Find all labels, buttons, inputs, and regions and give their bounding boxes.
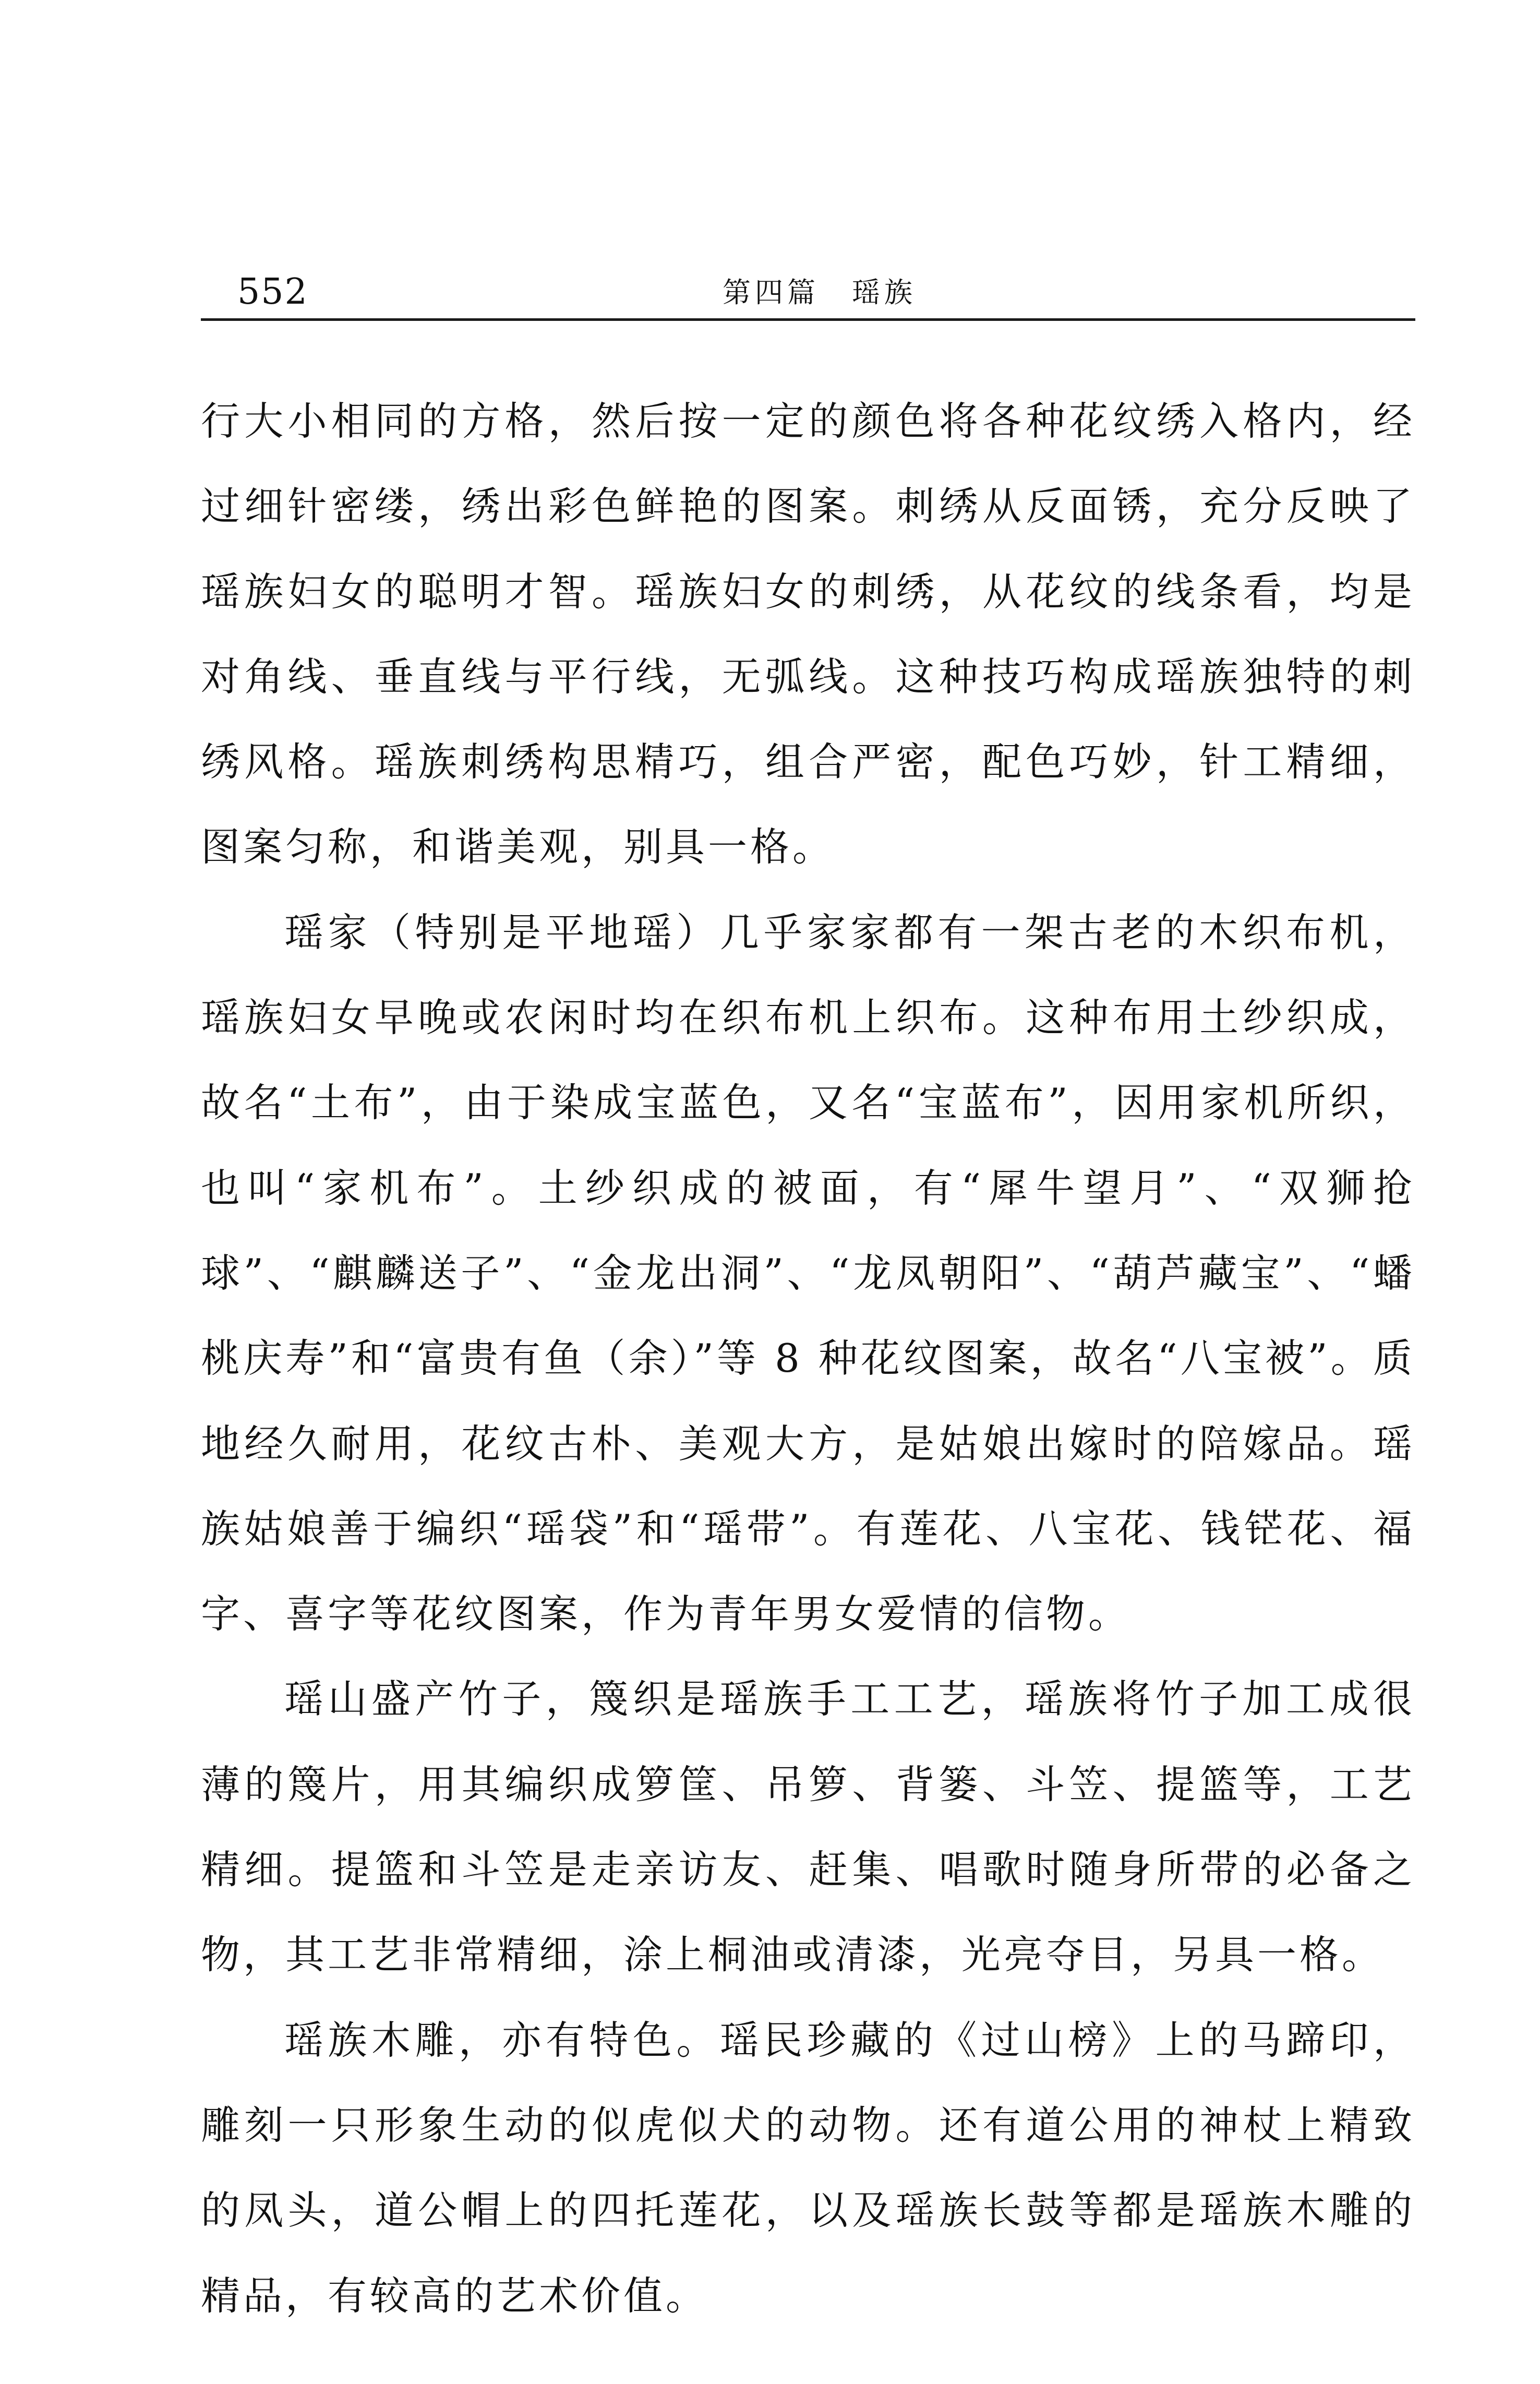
running-title: 第四篇 瑶族 [723,276,917,309]
paragraph-wood-carving: 瑶族木雕，亦有特色。瑶民珍藏的《过山榜》上的马蹄印，雕刻一只形象生动的似虎似犬的动物。还有道公用的神杖上精致的凤头，道公帽上的四托莲花，以及瑶族长鼓等都是瑶族木雕的精品，有较高的艺术价值。 [201,2017,1415,2319]
body-text [201,379,1415,2339]
paragraph-weaving: 瑶家（特别是平地瑶）几乎家家都有一架古老的木织布机，瑶族妇女早晚或农闲时均在织布机上织布。这种布用土纱织成，故名“土布”，由于染成宝蓝色，又名“宝蓝布”，因用家机所织，也叫“家机布”。土纱织成的被面，有“犀牛望月”、“双狮抢球”、“麒麟送子”、“金龙出洞”、“龙凤朝阳”、“葫芦藏宝”、“蟠桃庆寿”和“富贵有鱼（余）”等 8 种花纹图案，故名“八宝被”。质地经久耐用，花纹古朴、美观大方，是姑娘出嫁时的陪嫁品。瑶族姑娘善于编织“瑶袋”和“瑶带”。有莲花、八宝花、钱铓花、福字、喜字等花纹图案，作为青年男女爱情的信物。 [201,909,1415,1637]
page-header [201,261,1415,321]
paragraph-embroidery: 行大小相同的方格，然后按一定的颜色将各种花纹绣入格内，经过细针密缕，绣出彩色鲜艳的图案。刺绣从反面锈，充分反映了瑶族妇女的聪明才智。瑶族妇女的刺绣，从花纹的线条看，均是对角线、垂直线与平行线，无弧线。这种技巧构成瑶族独特的刺绣风格。瑶族刺绣构思精巧，组合严密，配色巧妙，针工精细，图案匀称，和谐美观，别具一格。 [201,398,1415,870]
paragraph-bamboo-craft: 瑶山盛产竹子，篾织是瑶族手工工艺，瑶族将竹子加工成很薄的篾片，用其编织成箩筐、吊箩、背篓、斗笠、提篮等，工艺精细。提篮和斗笠是走亲访友、赶集、唱歌时随身所带的必备之物，其工艺非常精细，涂上桐油或清漆，光亮夺目，另具一格。 [201,1676,1415,1978]
page-number: 552 [237,271,308,313]
